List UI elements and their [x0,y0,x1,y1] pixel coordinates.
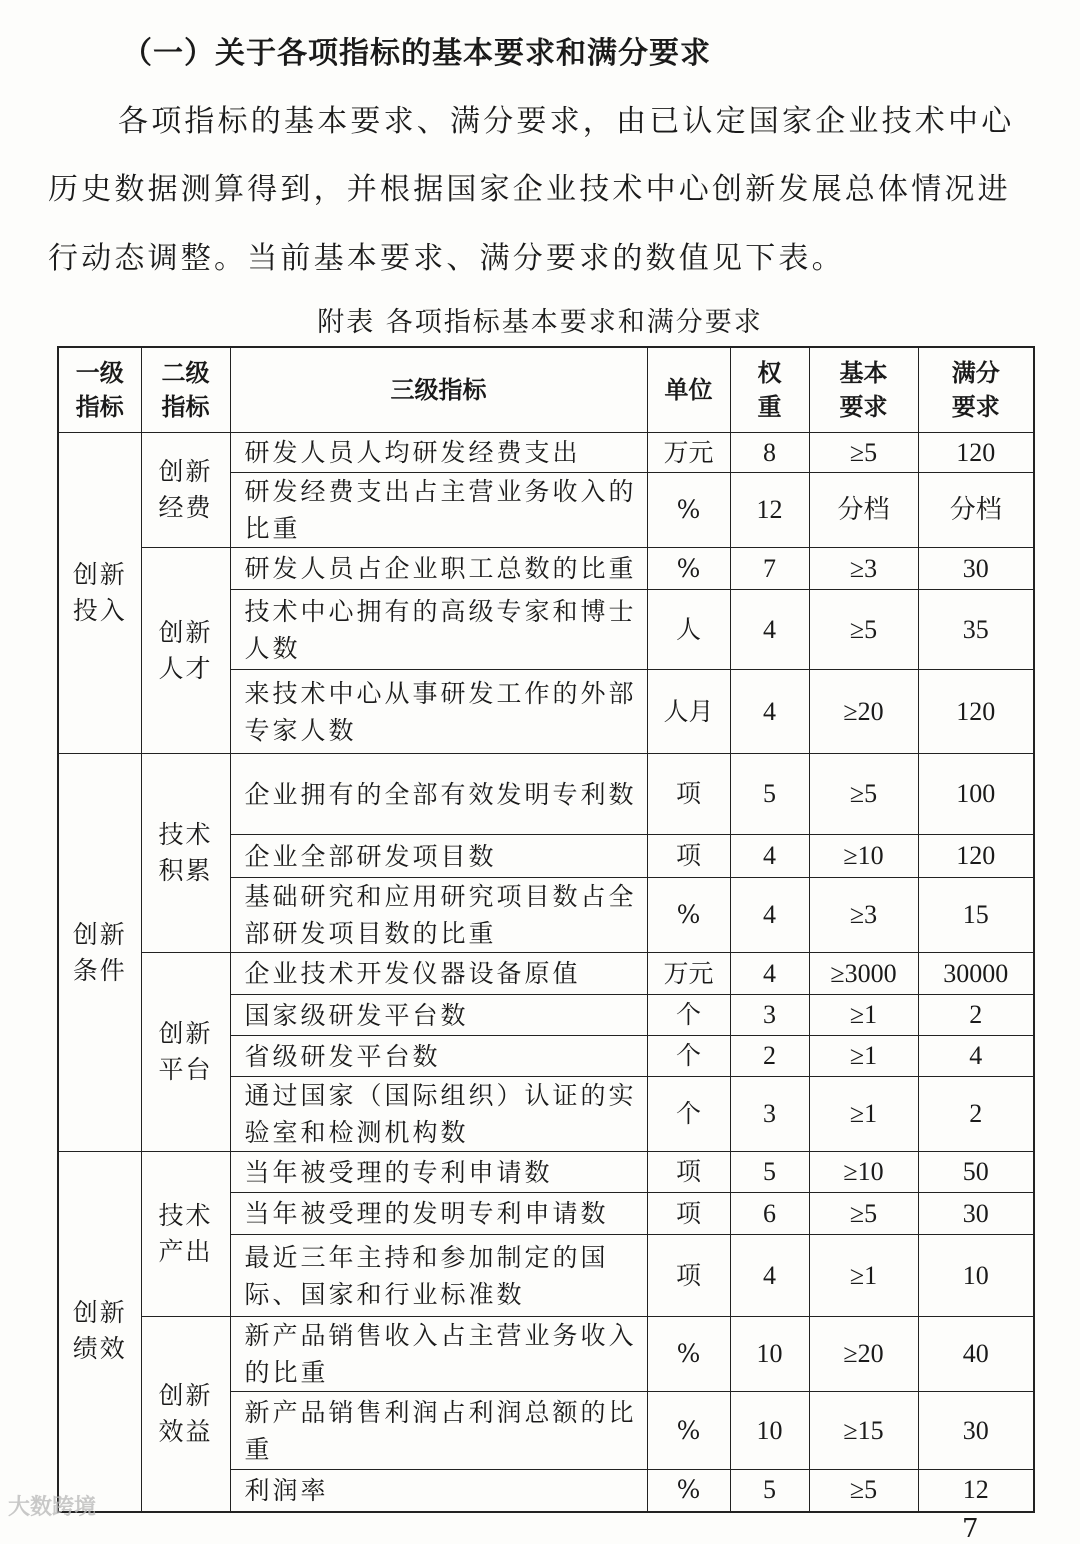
paragraph-line: 行动态调整。当前基本要求、满分要求的数值见下表。 [48,241,845,276]
level3-indicator: 来技术中心从事研发工作的外部专家人数 [230,670,647,754]
basic-requirement-cell: ≥5 [809,754,918,835]
full-score-cell: 4 [918,1036,1034,1077]
weight-cell: 12 [730,473,809,548]
weight-cell: 10 [730,1392,809,1470]
basic-requirement-cell: ≥10 [809,835,918,878]
basic-requirement-cell: ≥20 [809,1317,918,1392]
weight-cell: 4 [730,953,809,995]
column-header: 单位 [647,347,730,433]
table-row [58,1152,1034,1193]
basic-requirement-cell: ≥5 [809,1470,918,1512]
full-score-cell: 30 [918,1392,1034,1470]
full-score-cell: 分档 [918,473,1034,548]
unit-cell: 项 [647,754,730,835]
level2-indicator: 创新 平台 [141,953,230,1152]
section-heading: （一）关于各项指标的基本要求和满分要求 [122,36,711,71]
table-caption: 附表 各项指标基本要求和满分要求 [317,307,763,338]
full-score-cell: 30 [918,548,1034,590]
weight-cell: 5 [730,1152,809,1193]
unit-cell: 项 [647,1152,730,1193]
level3-indicator: 研发人员人均研发经费支出 [230,433,647,473]
basic-requirement-cell: ≥20 [809,670,918,754]
unit-cell: 项 [647,835,730,878]
full-score-cell: 2 [918,995,1034,1036]
indicator-table [57,346,1035,1513]
unit-cell: % [647,473,730,548]
column-header: 权 重 [730,347,809,433]
paragraph-line: 各项指标的基本要求、满分要求，由已认定国家企业技术中心 [118,104,1015,139]
basic-requirement-cell: ≥3000 [809,953,918,995]
basic-requirement-cell: ≥3 [809,548,918,590]
table-row [58,548,1034,590]
basic-requirement-cell: ≥1 [809,995,918,1036]
basic-requirement-cell: ≥15 [809,1392,918,1470]
weight-cell: 4 [730,1235,809,1317]
full-score-cell: 10 [918,1235,1034,1317]
weight-cell: 3 [730,1077,809,1152]
level1-indicator: 创新 投入 [58,433,141,754]
unit-cell: 万元 [647,953,730,995]
weight-cell: 5 [730,1470,809,1512]
level3-indicator: 企业全部研发项目数 [230,835,647,878]
watermark: 大数跨境 [8,1495,97,1520]
column-header: 一级 指标 [58,347,141,433]
level3-indicator: 新产品销售收入占主营业务收入的比重 [230,1317,647,1392]
column-header: 二级 指标 [141,347,230,433]
weight-cell: 4 [730,670,809,754]
level2-indicator: 创新 人才 [141,548,230,754]
basic-requirement-cell: ≥1 [809,1235,918,1317]
weight-cell: 8 [730,433,809,473]
basic-requirement-cell: ≥3 [809,878,918,953]
level1-indicator: 创新 条件 [58,754,141,1152]
level2-indicator: 技术 积累 [141,754,230,953]
unit-cell: 项 [647,1235,730,1317]
full-score-cell: 100 [918,754,1034,835]
weight-cell: 7 [730,548,809,590]
unit-cell: 人月 [647,670,730,754]
unit-cell: % [647,878,730,953]
table-row [58,433,1034,473]
unit-cell: 个 [647,1077,730,1152]
full-score-cell: 35 [918,590,1034,670]
paragraph-line: 历史数据测算得到，并根据国家企业技术中心创新发展总体情况进 [48,172,1011,207]
weight-cell: 10 [730,1317,809,1392]
basic-requirement-cell: ≥1 [809,1077,918,1152]
column-header: 基本 要求 [809,347,918,433]
level3-indicator: 技术中心拥有的高级专家和博士人数 [230,590,647,670]
basic-requirement-cell: ≥5 [809,433,918,473]
level3-indicator: 利润率 [230,1470,647,1512]
weight-cell: 4 [730,835,809,878]
level3-indicator: 研发经费支出占主营业务收入的比重 [230,473,647,548]
table-header-row [58,347,1034,433]
weight-cell: 4 [730,590,809,670]
full-score-cell: 120 [918,670,1034,754]
full-score-cell: 30 [918,1193,1034,1235]
level3-indicator: 企业拥有的全部有效发明专利数 [230,754,647,835]
level1-indicator: 创新 绩效 [58,1152,141,1512]
unit-cell: 万元 [647,433,730,473]
level3-indicator: 国家级研发平台数 [230,995,647,1036]
level3-indicator: 企业技术开发仪器设备原值 [230,953,647,995]
full-score-cell: 12 [918,1470,1034,1512]
full-score-cell: 30000 [918,953,1034,995]
basic-requirement-cell: ≥5 [809,1193,918,1235]
level2-indicator: 创新 经费 [141,433,230,548]
table-row [58,754,1034,835]
unit-cell: % [647,548,730,590]
weight-cell: 3 [730,995,809,1036]
full-score-cell: 50 [918,1152,1034,1193]
basic-requirement-cell: ≥5 [809,590,918,670]
weight-cell: 5 [730,754,809,835]
column-header: 三级指标 [230,347,647,433]
unit-cell: 人 [647,590,730,670]
table-row [58,1317,1034,1392]
basic-requirement-cell: 分档 [809,473,918,548]
full-score-cell: 2 [918,1077,1034,1152]
level3-indicator: 基础研究和应用研究项目数占全部研发项目数的比重 [230,878,647,953]
weight-cell: 2 [730,1036,809,1077]
column-header: 满分 要求 [918,347,1034,433]
unit-cell: % [647,1470,730,1512]
level3-indicator: 最近三年主持和参加制定的国际、国家和行业标准数 [230,1235,647,1317]
full-score-cell: 120 [918,433,1034,473]
unit-cell: 个 [647,995,730,1036]
level2-indicator: 创新 效益 [141,1317,230,1512]
page-number: 7 [962,1514,979,1544]
unit-cell: 项 [647,1193,730,1235]
unit-cell: % [647,1317,730,1392]
level3-indicator: 当年被受理的专利申请数 [230,1152,647,1193]
level3-indicator: 通过国家（国际组织）认证的实验室和检测机构数 [230,1077,647,1152]
level3-indicator: 研发人员占企业职工总数的比重 [230,548,647,590]
table-row [58,953,1034,995]
basic-requirement-cell: ≥1 [809,1036,918,1077]
unit-cell: % [647,1392,730,1470]
weight-cell: 4 [730,878,809,953]
full-score-cell: 40 [918,1317,1034,1392]
level3-indicator: 当年被受理的发明专利申请数 [230,1193,647,1235]
weight-cell: 6 [730,1193,809,1235]
level2-indicator: 技术 产出 [141,1152,230,1317]
level3-indicator: 省级研发平台数 [230,1036,647,1077]
full-score-cell: 120 [918,835,1034,878]
basic-requirement-cell: ≥10 [809,1152,918,1193]
full-score-cell: 15 [918,878,1034,953]
level3-indicator: 新产品销售利润占利润总额的比重 [230,1392,647,1470]
unit-cell: 个 [647,1036,730,1077]
